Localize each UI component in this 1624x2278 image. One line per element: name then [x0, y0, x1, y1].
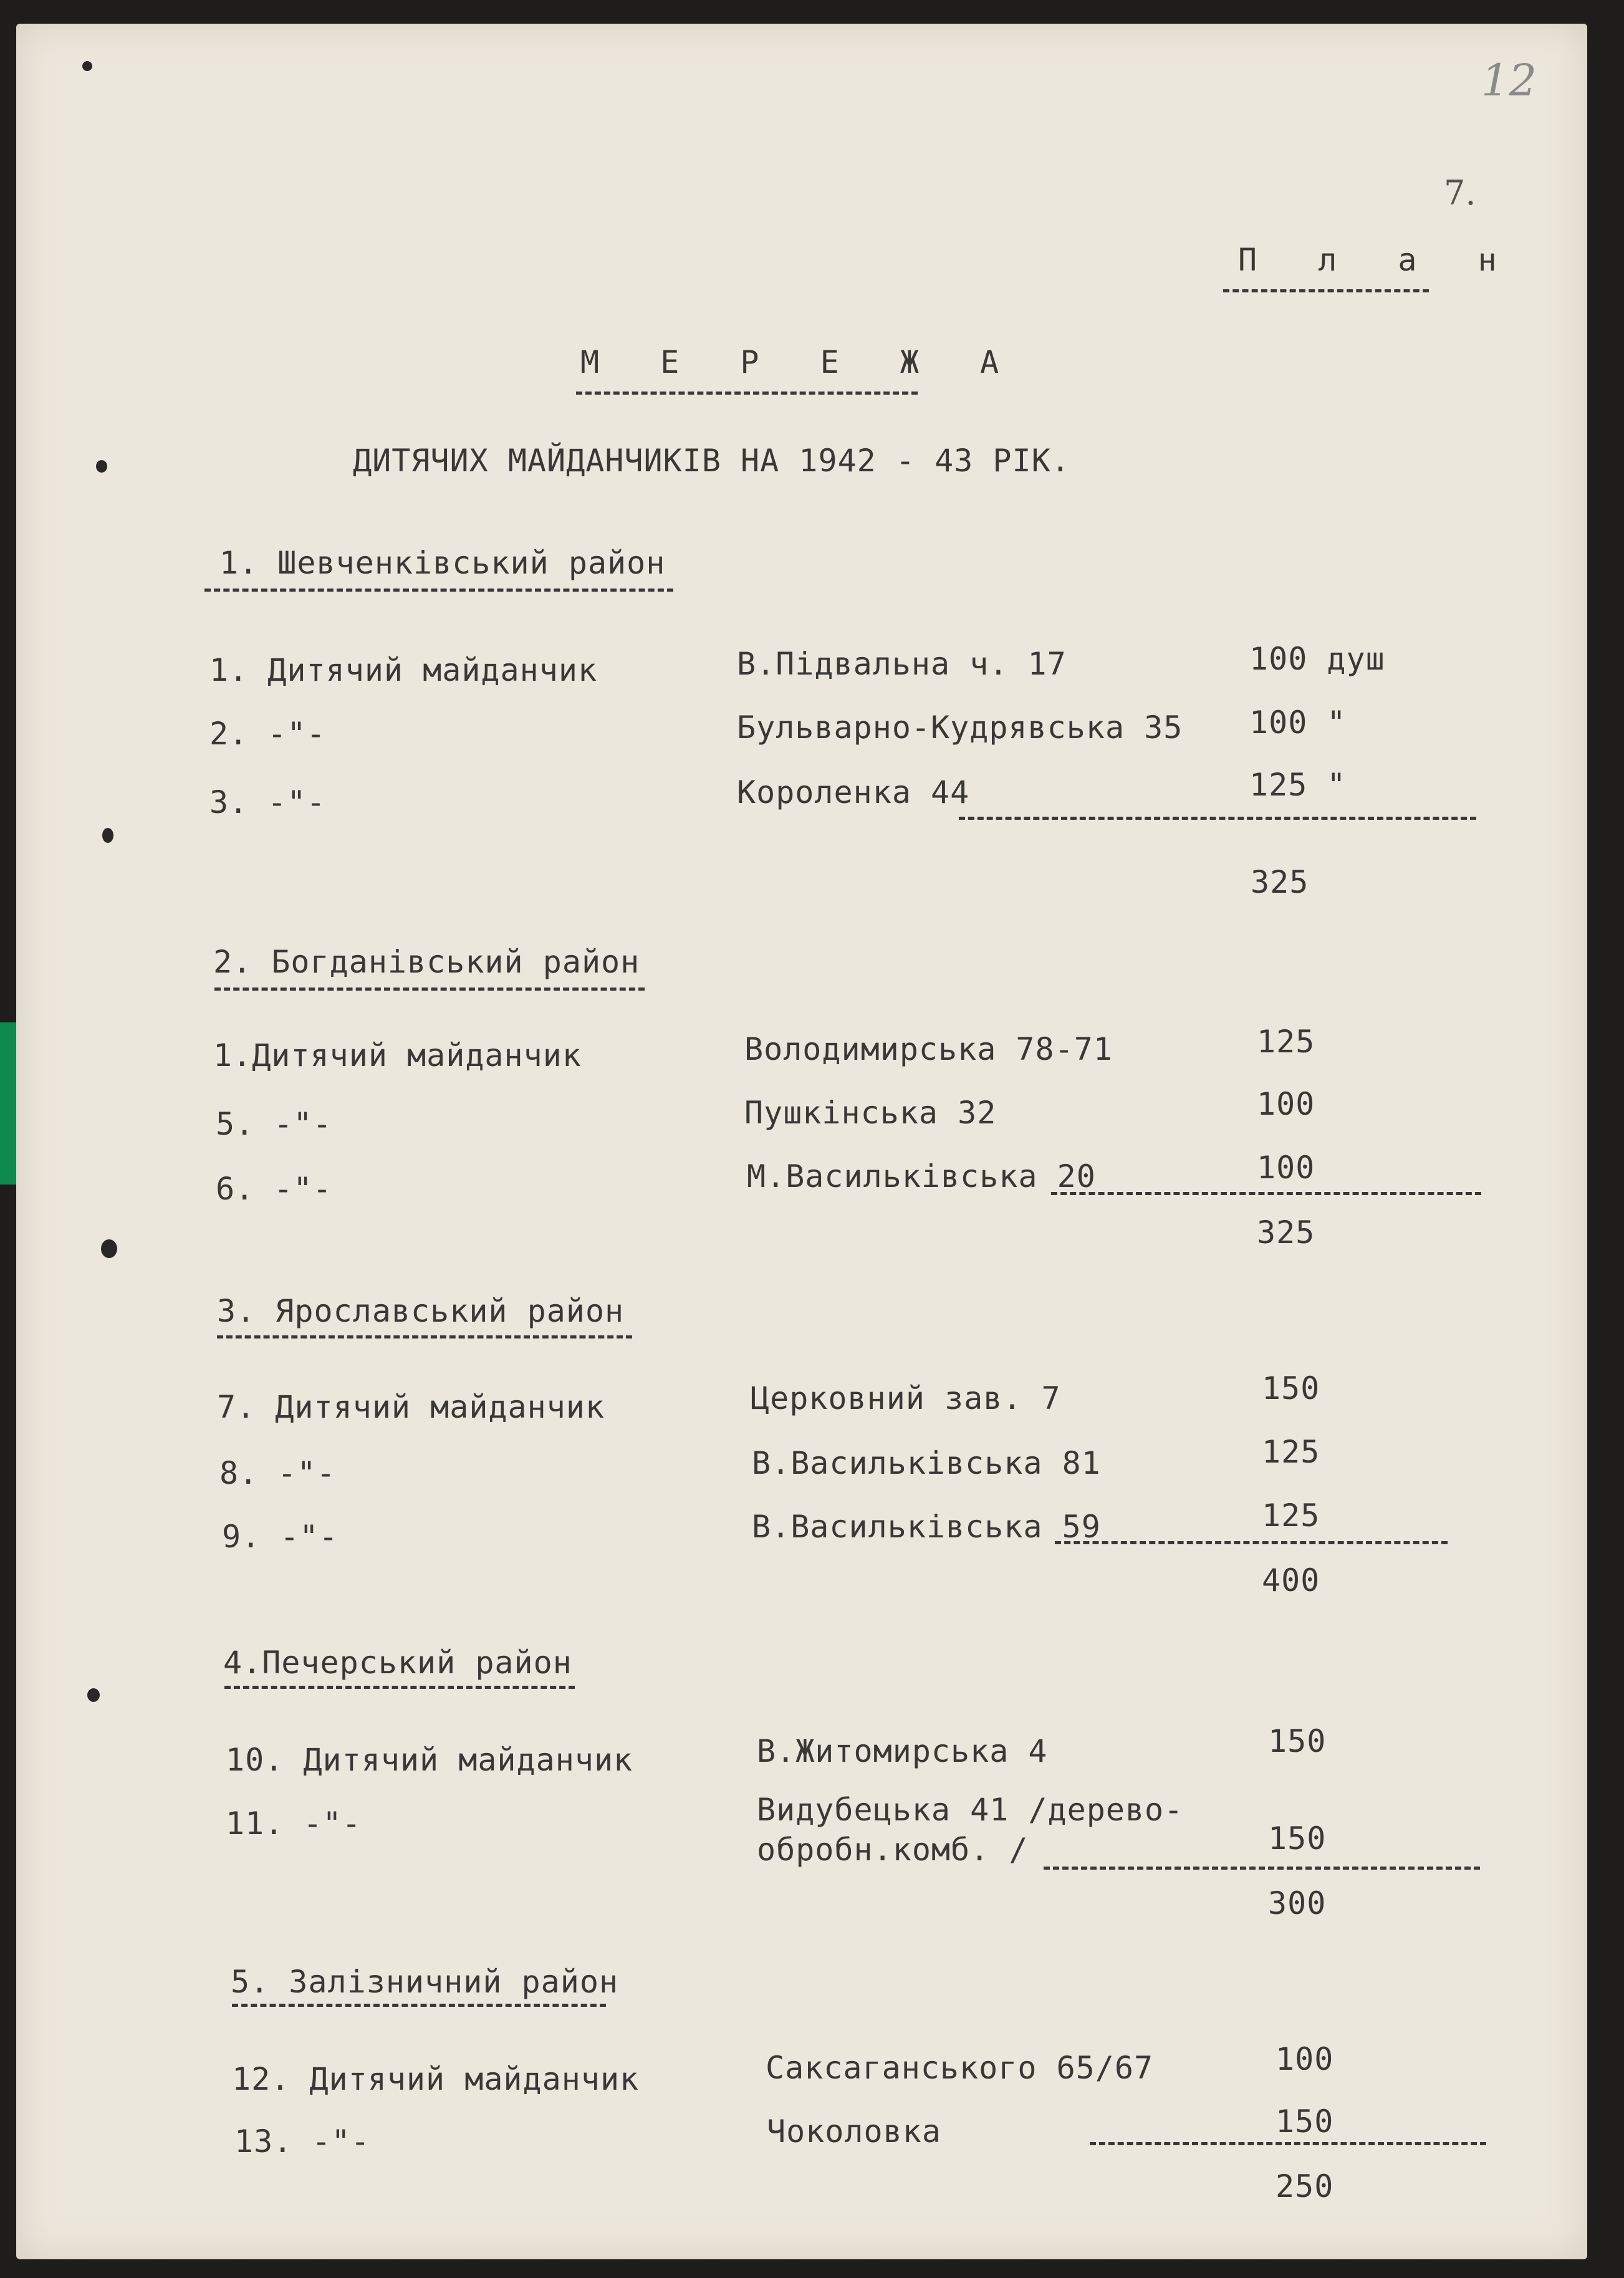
row-name: 1. Дитячий майданчик: [209, 652, 598, 688]
row-name: 11. -"-: [226, 1805, 362, 1842]
row-address: В.Васильківська 59: [752, 1509, 1101, 1545]
row-count: 125: [1262, 1434, 1320, 1470]
punch-hole: [82, 61, 92, 71]
district-heading: 5. Залізничний район: [231, 1964, 619, 2000]
row-name: 10. Дитячий майданчик: [226, 1742, 633, 1778]
district-heading: 3. Ярославський район: [217, 1293, 625, 1329]
row-address: Чоколовка: [767, 2113, 941, 2150]
row-address: Церковний зав. 7: [751, 1380, 1061, 1416]
row-count: 100 ": [1249, 704, 1347, 741]
row-count: 150: [1276, 2103, 1334, 2140]
row-count: 100: [1257, 1150, 1315, 1186]
row-name: 13. -"-: [234, 2123, 370, 2160]
punch-hole: [96, 460, 107, 473]
row-count: 125: [1262, 1497, 1320, 1534]
row-count: 100: [1276, 2041, 1334, 2077]
total-line: [1055, 1541, 1448, 1544]
row-address: Пушкінська 32: [744, 1095, 997, 1131]
row-address-cont: обробн.комб. /: [757, 1832, 1029, 1868]
row-count: 150: [1262, 1370, 1320, 1406]
heading-underline: [232, 2004, 606, 2007]
district-total: 250: [1276, 2168, 1334, 2204]
district-total: 325: [1257, 1214, 1315, 1251]
district-total: 400: [1262, 1562, 1320, 1598]
punch-hole: [102, 828, 113, 843]
row-count: 150: [1268, 1820, 1327, 1857]
row-count: 100: [1257, 1086, 1315, 1122]
row-name: 1.Дитячий майданчик: [213, 1037, 582, 1074]
row-address: В.Підвальна ч. 17: [737, 646, 1067, 682]
row-address: Короленка 44: [737, 774, 970, 810]
page-number: 7.: [1444, 173, 1476, 213]
title-underline: [576, 392, 918, 395]
document-title: М Е Р Е Ж А: [580, 344, 1021, 380]
row-address: Бульварно-Кудрявська 35: [737, 709, 1183, 746]
archive-number: 12: [1481, 55, 1537, 106]
district-heading: 1. Шевченківський район: [219, 545, 666, 581]
district-heading: 2. Богданівський район: [213, 944, 640, 980]
punch-hole: [87, 1688, 100, 1702]
row-address: Володимирська 78-71: [744, 1031, 1113, 1067]
total-line: [1090, 2142, 1486, 2145]
plan-underline: [1223, 289, 1429, 292]
row-name: 2. -"-: [209, 716, 326, 752]
row-address: В.Васильківська 81: [752, 1445, 1101, 1481]
row-address: М.Васильківська 20: [747, 1158, 1096, 1194]
row-address: Видубецька 41 /дерево-: [757, 1792, 1184, 1828]
total-line: [959, 817, 1476, 820]
row-name: 7. Дитячий майданчик: [217, 1389, 605, 1425]
district-heading: 4.Печерський район: [223, 1645, 572, 1681]
total-line: [1044, 1867, 1480, 1870]
heading-underline: [204, 589, 673, 592]
row-name: 3. -"-: [209, 784, 326, 820]
row-name: 9. -"-: [222, 1519, 339, 1555]
punch-hole: [101, 1239, 117, 1258]
row-count: 100 душ: [1249, 641, 1385, 677]
row-name: 5. -"-: [216, 1106, 332, 1142]
district-total: 300: [1268, 1885, 1327, 1921]
row-address: Саксаганського 65/67: [766, 2050, 1154, 2086]
row-count: 150: [1268, 1723, 1327, 1759]
row-name: 12. Дитячий майданчик: [232, 2061, 640, 2097]
row-count: 125 ": [1249, 767, 1347, 803]
document-subtitle: ДИТЯЧИХ МАЙДАНЧИКІВ НА 1942 - 43 РІК.: [353, 443, 1070, 479]
row-count: 125: [1257, 1024, 1315, 1060]
document-page: [16, 24, 1587, 2259]
row-name: 8. -"-: [219, 1455, 336, 1491]
heading-underline: [217, 1335, 632, 1338]
row-address: В.Житомирська 4: [757, 1733, 1048, 1769]
district-total: 325: [1251, 864, 1309, 900]
plan-label: П л а н: [1238, 242, 1518, 278]
total-line: [1051, 1192, 1481, 1195]
heading-underline: [214, 988, 645, 991]
row-name: 6. -"-: [216, 1171, 332, 1207]
heading-underline: [224, 1686, 575, 1689]
